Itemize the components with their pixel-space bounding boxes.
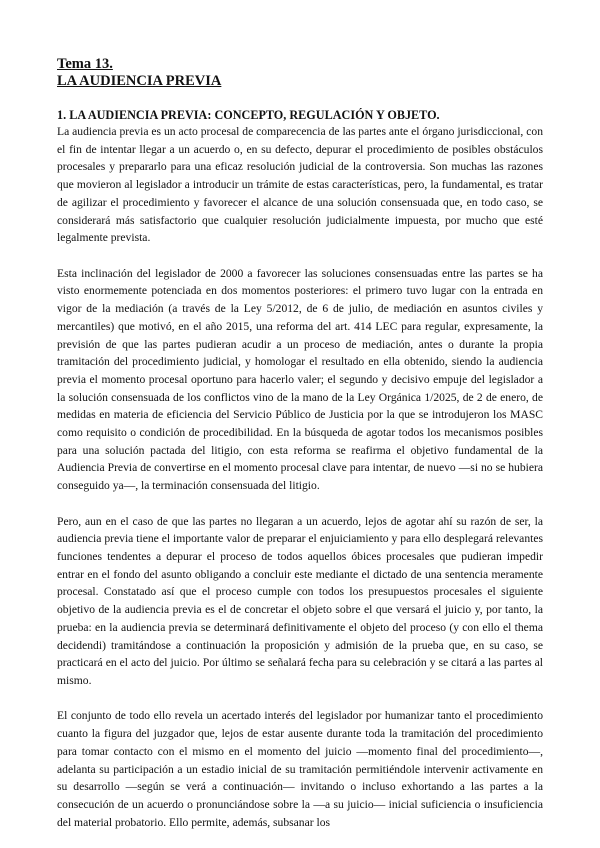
paragraph-3: Pero, aun en el caso de que las partes no llegaran a un acuerdo, lejos de agotar ahí su razón de ser, la audiencia previa tiene el importante valor de preparar el enjuiciamiento y para ello desplegará relevantes funciones tendentes a depurar el proceso de todos aquellos óbices procesales que pudieran impedir entrar en el fondo del asunto obligando a concluir este mediante el dictado de una sentencia meramente procesal. Constatado así que el proceso cumple con todos los presupuestos procesales el siguiente objetivo de la audiencia previa es el de concretar el objeto sobre el que versará el juicio y, por tanto, la prueba: en la audiencia previa se determinará definitivamente el objeto del proceso (y con ello el thema decidendi) tramitándose a continuación la proposición y admisión de la prueba que, en su caso, se practicará en el acto del juicio. Por último se señalará fecha para su celebración y se citará a las partes al mismo. <box>57 514 543 687</box>
document-body <box>57 56 543 831</box>
paragraph-4: El conjunto de todo ello revela un acertado interés del legislador por humanizar tanto el procedimiento cuanto la figura del juzgador que, lejos de estar ausente durante toda la tramitación del procedimiento para tomar contacto con el mismo en el momento del juicio —momento final del procedimiento—, adelanta su participación a un estadio inicial de su tramitación permitiéndole intervenir activamente en su desarrollo —según se verá a continuación— invitando o incluso exhortando a las partes a la consecución de un acuerdo o pronunciándose sobre la —a su juicio— inicial suficiencia o insuficiencia del material probatorio. Ello permite, además, subsanar los <box>57 709 543 829</box>
paragraph-list <box>57 123 543 831</box>
section-heading: 1. LA AUDIENCIA PREVIA: CONCEPTO, REGULACIÓN Y OBJETO. <box>57 108 440 122</box>
topic-title: LA AUDIENCIA PREVIA <box>57 73 222 89</box>
topic-label: Tema 13. <box>57 56 113 72</box>
paragraph-1: La audiencia previa es un acto procesal de comparecencia de las partes ante el órgano jurisdiccional, con el fin de intentar llegar a un acuerdo o, en su defecto, depurar el procedimiento de posibles obstáculos procesales y prepararlo para una eficaz resolución judicial de la controversia. Son muchas las razones que movieron al legislador a introducir un trámite de estas características, pero, la fundamental, es tratar de agilizar el procedimiento y favorecer el alcance de una solución consensuada que, en todo caso, se considerará más satisfactorio que cualquier resolución judicialmente impuesta, por mucho que esté legalmente prevista. <box>57 125 543 245</box>
paragraph-2: Esta inclinación del legislador de 2000 a favorecer las soluciones consensuadas entre las partes se ha visto enormemente potenciada en dos momentos posteriores: el primero tuvo lugar con la entrada en vigor de la mediación (a través de la Ley 5/2012, de 6 de julio, de mediación en asuntos civiles y mercantiles) que motivó, en el año 2015, una reforma del art. 414 LEC para regular, expresamente, la previsión de que las partes pudieran acudir a un proceso de mediación, antes o durante la propia tramitación del procedimiento judicial, y homologar el resultado en ella obtenido, siendo la audiencia previa el momento procesal oportuno para hacerlo valer; el segundo y decisivo empuje del legislador a la solución consensuada de los conflictos vino de la mano de la Ley Orgánica 1/2025, de 2 de enero, de medidas en materia de eficiencia del Servicio Público de Justicia por la que se introdujeron los MASC como requisito o condición de procedibilidad. En la búsqueda de agotar todos los mecanismos posibles para una solución pactada del litigio, con esta reforma se reafirma el objetivo fundamental de la Audiencia Previa de convertirse en el momento procesal clave para intentar, de nuevo —si no se hubiera conseguido ya—, la terminación consensuada del litigio. <box>57 266 543 493</box>
